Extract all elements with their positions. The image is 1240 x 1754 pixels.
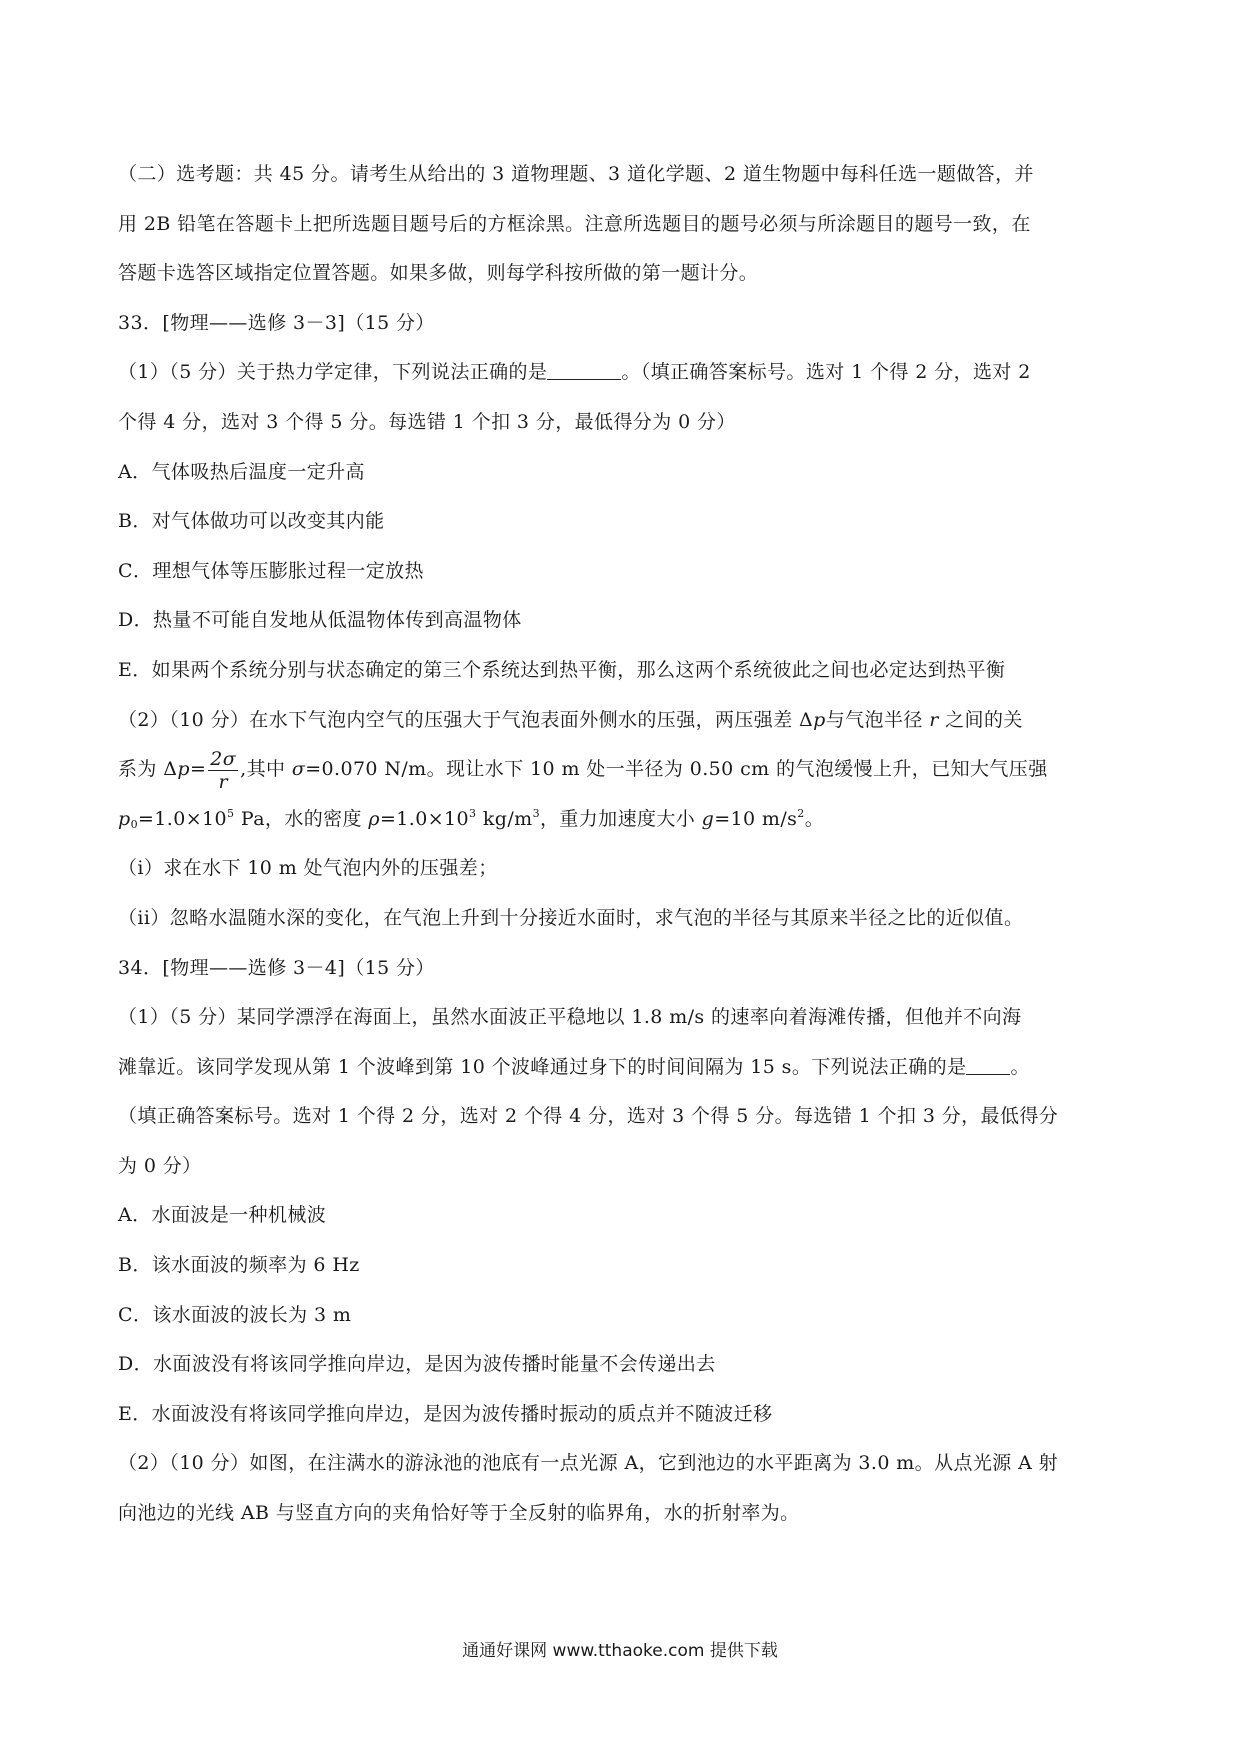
- q34-part1-line1: （1）（5 分）某同学漂浮在海面上，虽然水面波正平稳地以 1.8 m/s 的速率向着海滩传播，但他并不向海: [118, 1006, 1022, 1029]
- q33-subquestion-i: （i）求在水下 10 m 处气泡内外的压强差；: [118, 857, 498, 880]
- q33-part2-line2: 系为 Δp= $\frac{2\sigma}{r}$ ,其中 σ=0.070 N/m。现让水下 10 m 处一半径为 0.50 cm 的气泡缓慢上升，已知大气压强: [118, 747, 1048, 793]
- q34-option-e: E．水面波没有将该同学推向岸边，是因为波传播时振动的质点并不随波迁移: [118, 1402, 773, 1425]
- q34-part1-line4: 为 0 分）: [118, 1154, 202, 1177]
- intro-line-2: 用 2B 铅笔在答题卡上把所选题目题号后的方框涂黑。注意所选题目的题号必须与所涂题目的题号一致，在: [118, 212, 1031, 235]
- q34-part2-line2: 向池边的光线 AB 与竖直方向的夹角恰好等于全反射的临界角，水的折射率为。: [118, 1502, 800, 1525]
- q34-option-d: D．水面波没有将该同学推向岸边，是因为波传播时能量不会传递出去: [118, 1353, 716, 1376]
- q33-option-c: C．理想气体等压膨胀过程一定放热: [118, 559, 424, 582]
- q33-option-e: E．如果两个系统分别与状态确定的第三个系统达到热平衡，那么这两个系统彼此之间也必定达到热平衡: [118, 658, 1006, 681]
- q34-option-c: C．该水面波的波长为 3 m: [118, 1303, 352, 1326]
- q33-option-a: A．气体吸热后温度一定升高: [118, 460, 365, 483]
- answer-blank: [966, 1054, 1010, 1075]
- q33-option-b: B．对气体做功可以改变其内能: [118, 510, 385, 533]
- q33-part1-line1: （1）（5 分）关于热力学定律，下列说法正确的是 。（填正确答案标号。选对 1 个得 2 分，选对 2: [118, 361, 1031, 384]
- q33-part1-line2: 个得 4 分，选对 3 个得 5 分。每选错 1 个扣 3 分，最低得分为 0 分）: [118, 410, 736, 433]
- q33-subquestion-ii: （ii）忽略水温随水深的变化，在气泡上升到十分接近水面时，求气泡的半径与其原来半径之比的近似值。: [118, 906, 1024, 929]
- q34-option-b: B．该水面波的频率为 6 Hz: [118, 1254, 360, 1277]
- intro-line-3: 答题卡选答区域指定位置答题。如果多做，则每学科按所做的第一题计分。: [118, 262, 759, 285]
- q33-title: 33．[物理——选修 3－3]（15 分）: [118, 311, 435, 334]
- exam-page: [118, 150, 1128, 1539]
- page-footer: 通通好课网 www.tthaoke.com 提供下载: [462, 1641, 778, 1661]
- q34-part1-line3: （填正确答案标号。选对 1 个得 2 分，选对 2 个得 4 分，选对 3 个得 5 分。每选错 1 个扣 3 分，最低得分: [118, 1105, 1059, 1128]
- q33-part2-line3: $p_0=1.0\times 10^5$ Pa，水的密度 $\rho=1.0\times 10^3$ $kg/m^3$，重力加速度大小 g=10 $m/s^2$。: [118, 806, 825, 831]
- q33-option-d: D．热量不可能自发地从低温物体传到高温物体: [118, 609, 522, 632]
- intro-line-1: （二）选考题：共 45 分。请考生从给出的 3 道物理题、3 道化学题、2 道生物题中每科任选一题做答，并: [118, 163, 1034, 185]
- q34-title: 34．[物理——选修 3－4]（15 分）: [118, 956, 435, 979]
- answer-blank: [547, 359, 621, 380]
- q34-part1-line2: 滩靠近。该同学发现从第 1 个波峰到第 10 个波峰通过身下的时间间隔为 15 s。下列说法正确的是 。: [118, 1055, 1030, 1078]
- q33-part2-line1: （2）（10 分）在水下气泡内空气的压强大于气泡表面外侧水的压强，两压强差 Δp与气泡半径 r 之间的关: [118, 708, 1023, 731]
- q34-part2-line1: （2）（10 分）如图，在注满水的游泳池的池底有一点光源 A，它到池边的水平距离为 3.0 m。从点光源 A 射: [118, 1452, 1059, 1475]
- fraction-2sigma-over-r: $\frac{2\sigma}{r}$: [210, 747, 237, 793]
- q34-option-a: A．水面波是一种机械波: [118, 1204, 327, 1227]
